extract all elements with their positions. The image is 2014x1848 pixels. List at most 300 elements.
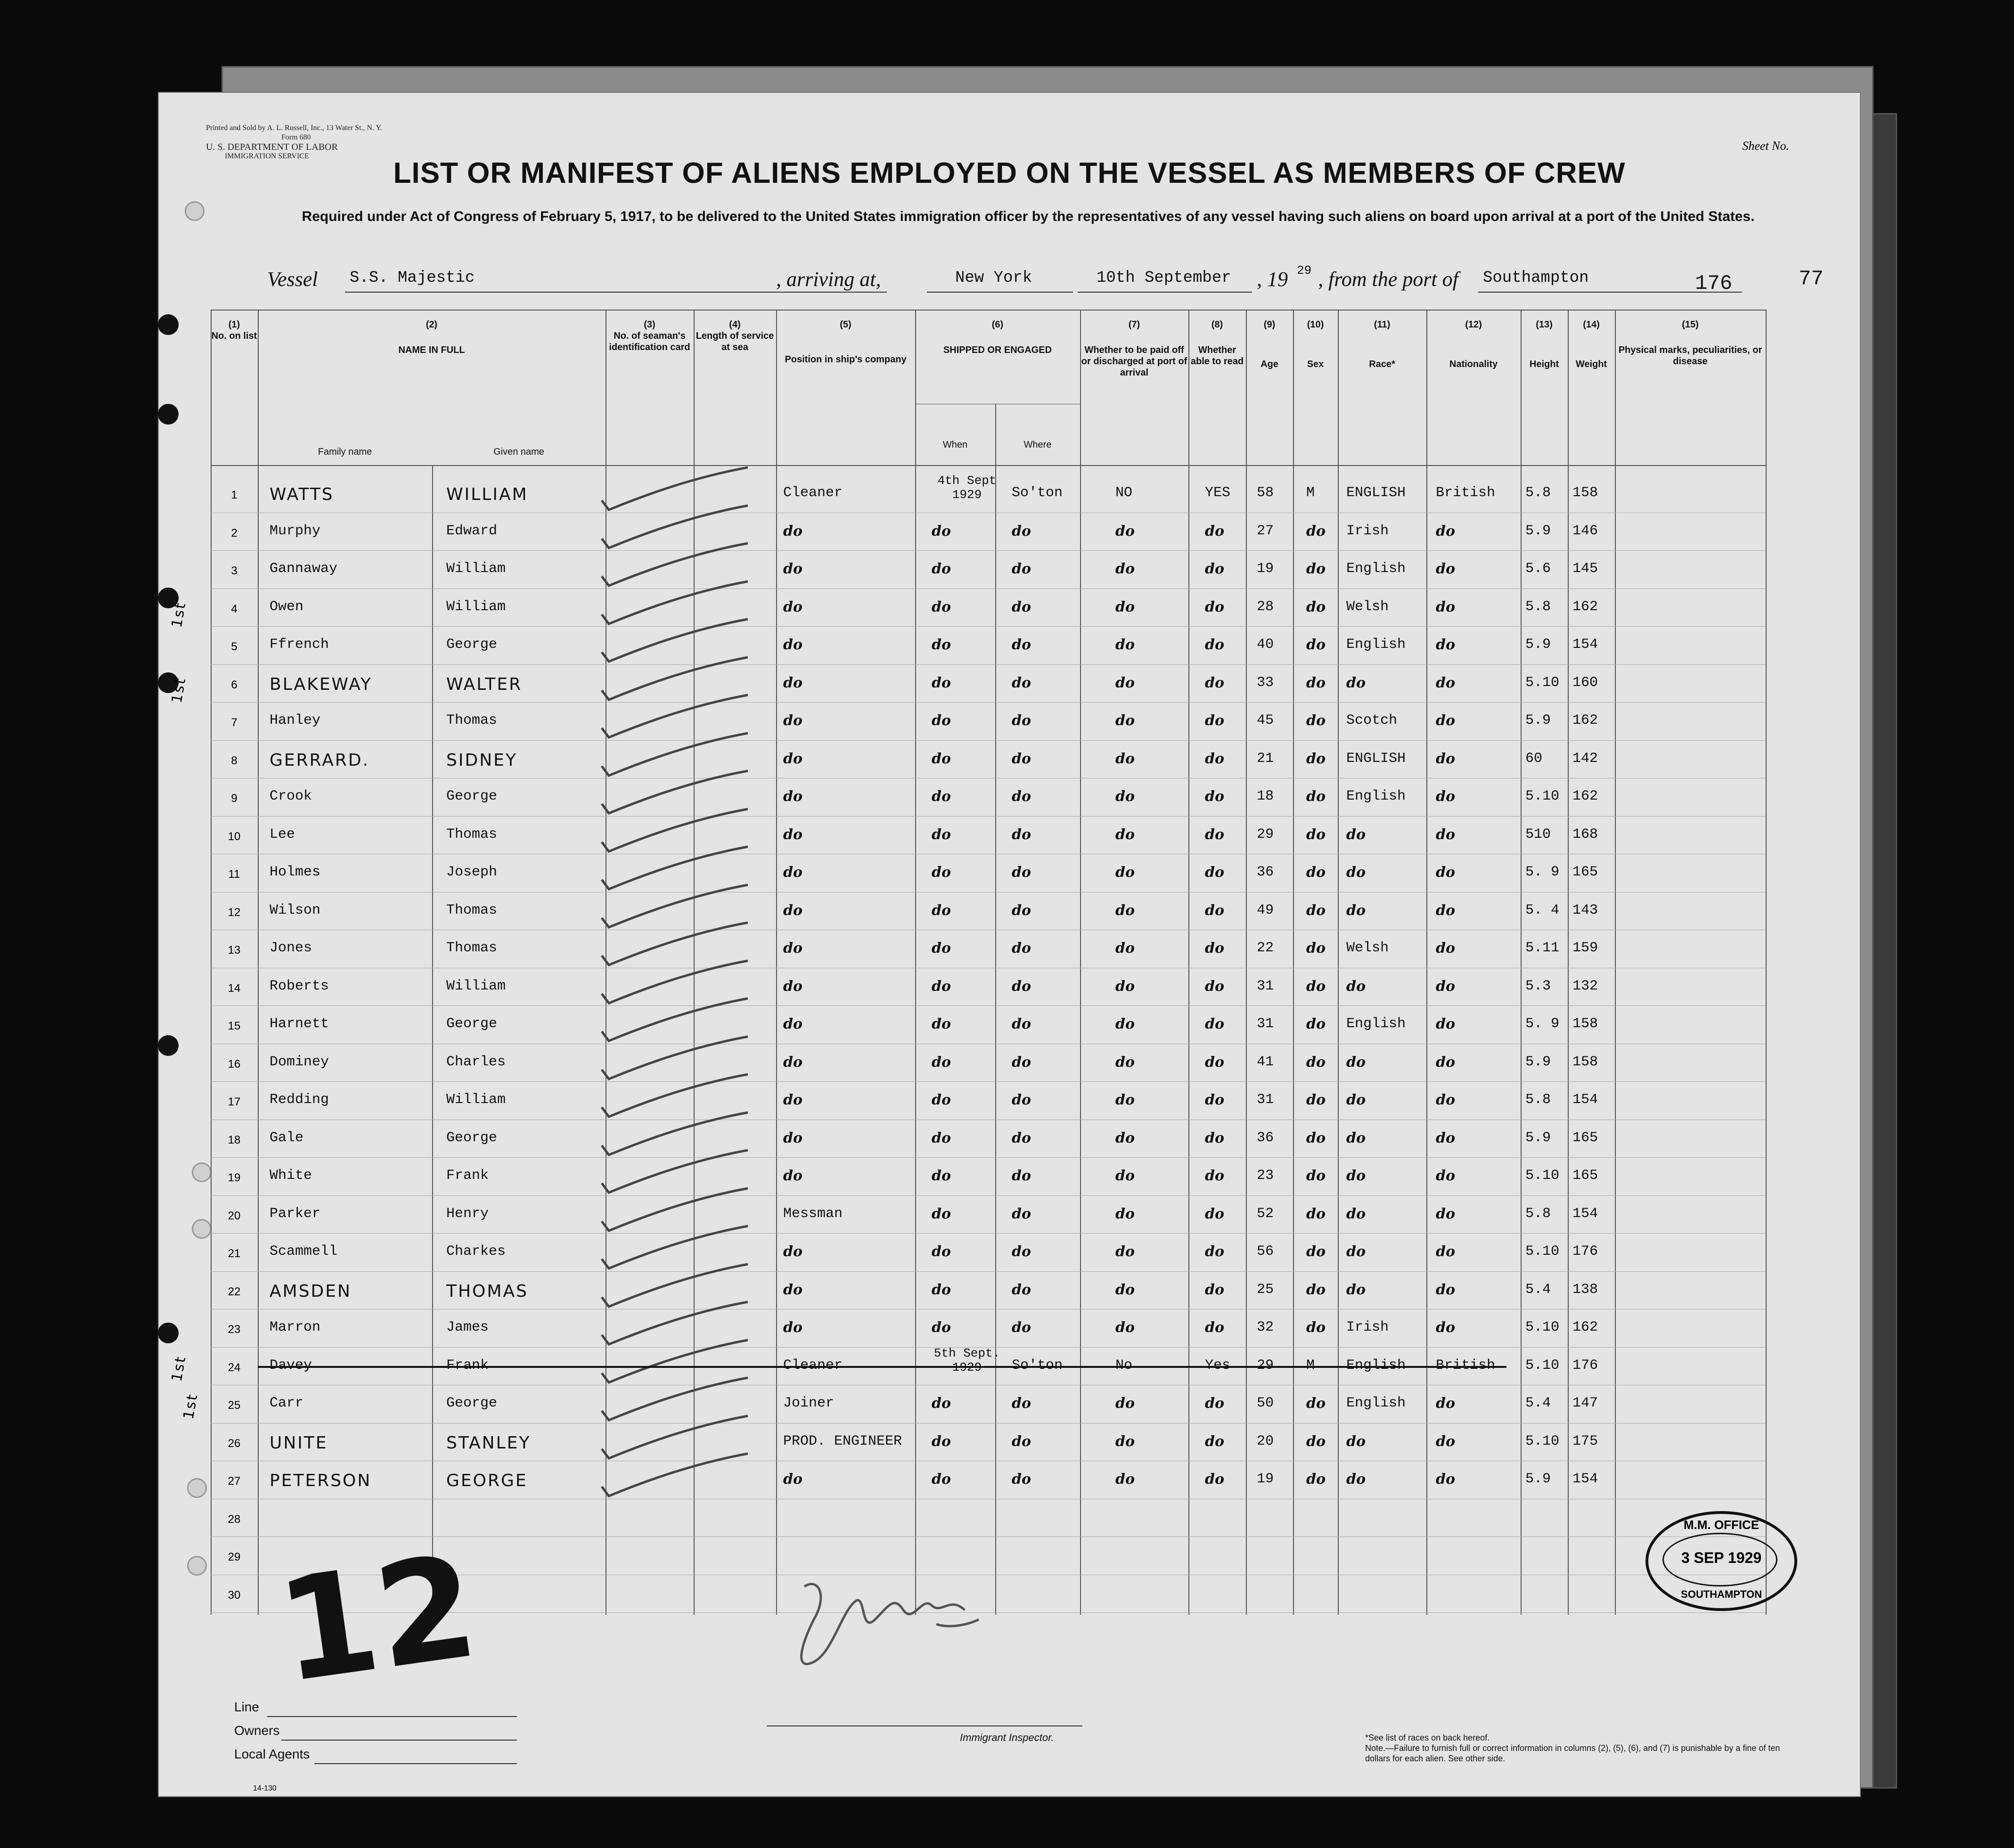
cell-age: 18 [1257, 788, 1274, 804]
cell-position: Messman [783, 1205, 843, 1222]
cell-weight: 147 [1572, 1395, 1598, 1411]
cell-read: YES [1205, 485, 1231, 501]
cell-when: do [932, 1433, 951, 1450]
cell-race: do [1346, 1129, 1366, 1146]
cell-position: do [783, 1168, 802, 1184]
cell-height: 5.9 [1525, 637, 1551, 653]
document-subtitle: Required under Act of Congress of February 5, 1917, to be delivered to the United States immigration officer by the representatives of any vessel having such aliens on board upon arrival at a port of the United States. [302, 209, 1755, 224]
cell-paid: do [1115, 561, 1135, 577]
col-4-header: (4) Length of service at sea [696, 319, 774, 352]
page-number: 176 [1695, 272, 1733, 295]
cell-height: 5.9 [1525, 1054, 1551, 1070]
cell-read: do [1205, 523, 1224, 540]
cell-sex: do [1306, 1168, 1326, 1184]
cell-age: 28 [1257, 598, 1274, 615]
from-label: , from the port of [1318, 268, 1458, 291]
row-number: 7 [231, 716, 237, 729]
cell-family: Owen [270, 598, 304, 615]
cell-height: 5.8 [1525, 1205, 1551, 1222]
cell-read: do [1205, 1129, 1224, 1146]
cell-given: Joseph [446, 864, 498, 880]
cell-sex: do [1306, 978, 1326, 995]
cell-read: do [1205, 788, 1224, 805]
cell-race: do [1346, 826, 1366, 843]
cell-race: English [1346, 1016, 1406, 1032]
cell-given: Charles [446, 1054, 506, 1070]
cell-weight: 159 [1572, 940, 1598, 956]
cell-weight: 168 [1572, 826, 1598, 842]
cell-sex: do [1306, 788, 1326, 805]
cell-age: 41 [1257, 1054, 1274, 1070]
cell-when: do [932, 826, 951, 843]
cell-position: do [783, 1281, 802, 1298]
cell-age: 56 [1257, 1243, 1274, 1259]
cell-family: Scammell [270, 1243, 338, 1259]
cell-race: do [1346, 1205, 1366, 1222]
cell-where: do [1012, 1054, 1031, 1071]
cell-weight: 145 [1572, 561, 1598, 577]
cell-race: do [1346, 1433, 1366, 1450]
cell-position: do [783, 523, 802, 540]
cell-paid: do [1115, 1205, 1135, 1222]
cell-read: do [1205, 864, 1224, 881]
cell-nationality: do [1436, 523, 1455, 540]
cell-height: 60 [1525, 750, 1543, 767]
cell-sex: do [1306, 1129, 1326, 1146]
cell-when: do [932, 637, 951, 653]
cell-sex: do [1306, 1433, 1326, 1450]
cell-sex: M [1306, 485, 1315, 501]
cell-height: 510 [1525, 826, 1551, 842]
cell-given: GEORGE [446, 1471, 528, 1490]
cell-race: do [1346, 1471, 1366, 1488]
family-name-header: Family name [318, 447, 372, 457]
cell-height: 5.9 [1525, 712, 1551, 728]
where-header: Where [1023, 440, 1052, 450]
cell-nationality: do [1436, 1243, 1455, 1260]
cell-family: Hanley [270, 712, 321, 728]
cell-age: 45 [1257, 712, 1274, 728]
cell-height: 5.9 [1525, 1129, 1551, 1146]
cell-sex: do [1306, 1395, 1326, 1412]
col-6-header: (6) SHIPPED OR ENGAGED [943, 319, 1052, 355]
cell-paid: do [1115, 826, 1135, 843]
check-mark [592, 1451, 753, 1503]
cell-age: 31 [1257, 1092, 1274, 1108]
cell-when: do [932, 1092, 951, 1108]
cell-weight: 160 [1572, 674, 1598, 691]
cell-when: do [932, 1054, 951, 1071]
cell-read: do [1205, 902, 1224, 919]
from-port: Southampton [1483, 269, 1589, 287]
row-number: 1 [231, 489, 237, 501]
cell-weight: 162 [1572, 1319, 1598, 1335]
cell-sex: do [1306, 902, 1326, 919]
col-5-header: (5) Position in ship's company [785, 319, 907, 365]
cell-read: do [1205, 1433, 1224, 1450]
cell-nationality: do [1436, 637, 1455, 653]
cell-sex: do [1306, 1054, 1326, 1071]
cell-paid: do [1115, 1243, 1135, 1260]
col-14-header: (14) Weight [1575, 319, 1607, 369]
cell-height: 5.9 [1525, 1471, 1551, 1487]
cell-position: do [783, 561, 802, 577]
cell-when: do [932, 1243, 951, 1260]
cell-weight: 158 [1572, 485, 1598, 501]
cell-position: do [783, 978, 802, 995]
arrival-date: 10th September [1097, 269, 1231, 287]
cell-family: AMSDEN [270, 1281, 352, 1301]
row-number: 30 [228, 1588, 241, 1602]
cell-race: do [1346, 1243, 1366, 1260]
row-number: 5 [231, 640, 237, 653]
cell-paid: do [1115, 598, 1135, 615]
cell-paid: do [1115, 1168, 1135, 1184]
cell-paid: do [1115, 1433, 1135, 1450]
cell-race: Irish [1346, 523, 1389, 539]
cell-age: 31 [1257, 1016, 1274, 1032]
cell-race: English [1346, 637, 1406, 653]
cell-read: do [1205, 712, 1224, 729]
cell-paid: do [1115, 864, 1135, 881]
owners-label: Owners [234, 1723, 280, 1738]
document-title: LIST OR MANIFEST OF ALIENS EMPLOYED ON THE VESSEL AS MEMBERS OF CREW [393, 157, 1626, 189]
cell-given: Thomas [446, 712, 498, 728]
cell-height: 5.4 [1525, 1281, 1551, 1298]
cell-where: do [1012, 598, 1031, 615]
cell-read: do [1205, 1016, 1224, 1032]
cell-where: do [1012, 864, 1031, 881]
cell-height: 5.4 [1525, 1395, 1551, 1411]
cell-where: do [1012, 1471, 1031, 1488]
cell-family: Gannaway [270, 561, 338, 577]
cell-height: 5.9 [1525, 523, 1551, 539]
cell-family: Parker [270, 1205, 321, 1222]
cell-given: George [446, 1129, 498, 1146]
cell-race: English [1346, 1395, 1406, 1411]
cell-when: do [932, 523, 951, 540]
cell-where: do [1012, 826, 1031, 843]
col-10-header: (10) Sex [1307, 319, 1324, 369]
given-name-header: Given name [493, 447, 544, 457]
cell-paid: do [1115, 1319, 1135, 1336]
cell-family: White [270, 1168, 312, 1184]
cell-sex: do [1306, 712, 1326, 729]
printer-line: Form 680 [281, 133, 311, 141]
cell-nationality: do [1436, 1281, 1455, 1298]
cell-nationality: do [1436, 1395, 1455, 1412]
cell-age: 25 [1257, 1281, 1274, 1298]
cell-position: do [783, 1016, 802, 1032]
cell-when: 4th Sept 1929 [937, 474, 997, 502]
cell-where: do [1012, 1395, 1031, 1412]
row-number: 17 [228, 1096, 241, 1108]
cell-race: do [1346, 902, 1366, 919]
punch-hole [192, 1162, 212, 1182]
cell-height: 5.10 [1525, 1433, 1560, 1449]
cell-when: do [932, 1319, 951, 1336]
cell-when: do [932, 561, 951, 577]
cell-paid: do [1115, 1395, 1135, 1412]
cell-paid: do [1115, 1471, 1135, 1488]
row-number: 9 [231, 792, 237, 805]
cell-nationality: do [1436, 712, 1455, 729]
cell-where: do [1012, 674, 1031, 691]
cell-where: do [1012, 1205, 1031, 1222]
cell-paid: do [1115, 523, 1135, 540]
col-7-header: (7) Whether to be paid off or discharged at port of arrival [1081, 319, 1187, 378]
row-number: 11 [228, 868, 240, 881]
row-number: 2 [231, 526, 237, 540]
cell-position: do [783, 637, 802, 653]
cell-where: do [1012, 978, 1031, 995]
cell-race: English [1346, 561, 1406, 577]
cell-when: do [932, 1016, 951, 1032]
cell-given: William [446, 598, 506, 615]
footnotes [1365, 1733, 1789, 1764]
printer-line: IMMIGRATION SERVICE [225, 152, 309, 160]
cell-race: Welsh [1346, 598, 1389, 615]
cell-family: Ffrench [270, 637, 329, 653]
cell-paid: do [1115, 788, 1135, 805]
cell-read: do [1205, 1395, 1224, 1412]
cell-paid: do [1115, 940, 1135, 957]
cell-age: 20 [1257, 1433, 1274, 1449]
cell-height: 5. 4 [1525, 902, 1560, 918]
cell-paid: No [1115, 1357, 1133, 1374]
cell-where: So'ton [1012, 485, 1063, 501]
cell-height: 5.8 [1525, 1092, 1551, 1108]
cell-read: do [1205, 978, 1224, 995]
row-number: 18 [228, 1133, 241, 1146]
cell-given: William [446, 561, 506, 577]
col-1-header: (1) No. on list [211, 319, 257, 341]
cell-sex: do [1306, 637, 1326, 653]
vessel-name: S.S. Majestic [350, 269, 475, 287]
cell-weight: 165 [1572, 1129, 1598, 1146]
cell-sex: do [1306, 598, 1326, 615]
cell-weight: 162 [1572, 598, 1598, 615]
manifest-sheet [158, 92, 1861, 1797]
cell-race: Scotch [1346, 712, 1398, 728]
cell-read: do [1205, 1054, 1224, 1071]
cell-weight: 154 [1572, 1092, 1598, 1108]
stamp-bottom-text: SOUTHAMPTON [1681, 1588, 1762, 1600]
race-note: *See list of races on back hereof. [1365, 1733, 1490, 1742]
row-number: 22 [228, 1285, 241, 1298]
cell-position: do [783, 1054, 802, 1071]
cell-position: Cleaner [783, 1357, 843, 1374]
local-agents-label: Local Agents [234, 1747, 310, 1761]
cell-height: 5.8 [1525, 485, 1551, 501]
line-label: Line [234, 1700, 259, 1714]
cell-where: do [1012, 902, 1031, 919]
cell-weight: 158 [1572, 1054, 1598, 1070]
cell-read: do [1205, 1092, 1224, 1108]
cell-family: Gale [270, 1129, 304, 1146]
cell-where: do [1012, 940, 1031, 957]
cell-sex: do [1306, 1243, 1326, 1260]
cell-weight: 154 [1572, 1471, 1598, 1487]
row-number: 14 [228, 981, 241, 995]
punch-hole [158, 404, 179, 425]
row-number: 10 [228, 830, 241, 843]
row-number: 12 [228, 906, 241, 919]
printer-info [206, 123, 382, 161]
cell-height: 5.10 [1525, 1243, 1560, 1259]
cell-nationality: do [1436, 1129, 1455, 1146]
cell-position: do [783, 1243, 802, 1260]
cell-position: do [783, 1129, 802, 1146]
cell-nationality: British [1436, 1357, 1496, 1374]
cell-given: SIDNEY [446, 750, 517, 770]
cell-sex: do [1306, 1016, 1326, 1032]
cell-weight: 176 [1572, 1243, 1598, 1259]
form-code: 14-130 [253, 1784, 277, 1792]
cell-height: 5.10 [1525, 674, 1560, 691]
cell-family: BLAKEWAY [270, 674, 373, 694]
cell-given: Frank [446, 1168, 489, 1184]
cell-paid: do [1115, 1092, 1135, 1108]
cell-paid: do [1115, 1129, 1135, 1146]
cell-nationality: do [1436, 1433, 1455, 1450]
cell-position: do [783, 712, 802, 729]
cell-given: Henry [446, 1205, 489, 1222]
cell-family: UNITE [270, 1433, 328, 1453]
cell-sex: do [1306, 523, 1326, 540]
cell-paid: do [1115, 978, 1135, 995]
cell-given: WALTER [446, 674, 523, 694]
cell-given: George [446, 1016, 498, 1032]
crew-table [211, 310, 1766, 1615]
col-12-header: (12) Nationality [1449, 319, 1498, 369]
cell-given: Thomas [446, 902, 498, 918]
punch-hole [158, 314, 179, 335]
arriving-label: , arriving at, [776, 268, 881, 291]
cell-read: do [1205, 750, 1224, 767]
cell-age: 23 [1257, 1168, 1274, 1184]
row-number: 24 [228, 1361, 241, 1374]
cell-read: do [1205, 637, 1224, 653]
cell-family: Davey [270, 1357, 312, 1374]
cell-family: Jones [270, 940, 312, 956]
cell-weight: 143 [1572, 902, 1598, 918]
cell-given: George [446, 788, 498, 804]
punch-hole [158, 1035, 179, 1056]
cell-paid: do [1115, 1281, 1135, 1298]
cell-height: 5.8 [1525, 598, 1551, 615]
cell-nationality: do [1436, 902, 1455, 919]
punch-hole [192, 1219, 212, 1239]
cell-given: Frank [446, 1357, 489, 1374]
cell-when: do [932, 902, 951, 919]
cell-when: do [932, 978, 951, 995]
printer-line: U. S. DEPARTMENT OF LABOR [206, 142, 338, 152]
cell-where: So'ton [1012, 1357, 1063, 1374]
cell-given: Thomas [446, 826, 498, 842]
cell-where: do [1012, 637, 1031, 653]
office-stamp [1646, 1511, 1797, 1611]
cell-where: do [1012, 1433, 1031, 1450]
cell-when: do [932, 1168, 951, 1184]
cell-nationality: do [1436, 978, 1455, 995]
cell-when: do [932, 674, 951, 691]
cell-nationality: do [1436, 1168, 1455, 1184]
cell-age: 31 [1257, 978, 1274, 994]
row-number: 25 [228, 1399, 241, 1412]
cell-age: 27 [1257, 523, 1274, 539]
cell-given: George [446, 637, 498, 653]
cell-sex: do [1306, 1092, 1326, 1108]
cell-nationality: do [1436, 1016, 1455, 1032]
col-8-header: (8) Whether able to read [1190, 319, 1244, 367]
cell-nationality: do [1436, 1092, 1455, 1108]
cell-sex: do [1306, 864, 1326, 881]
cell-age: 33 [1257, 674, 1274, 691]
col-2-header: (2) NAME IN FULL [398, 319, 465, 355]
row-number: 13 [228, 944, 241, 957]
cell-nationality: do [1436, 940, 1455, 957]
arriving-port: New York [955, 269, 1032, 287]
cell-age: 49 [1257, 902, 1274, 918]
cell-age: 36 [1257, 864, 1274, 880]
cell-given: George [446, 1395, 498, 1411]
cell-weight: 142 [1572, 750, 1598, 767]
cell-paid: do [1115, 1054, 1135, 1071]
cell-read: do [1205, 1243, 1224, 1260]
row-number: 21 [228, 1247, 241, 1260]
cell-given: THOMAS [446, 1281, 528, 1301]
inspector-label: Immigrant Inspector. [960, 1732, 1054, 1743]
cell-nationality: do [1436, 1054, 1455, 1071]
row-number: 28 [228, 1513, 241, 1526]
cell-sex: do [1306, 826, 1326, 843]
cell-age: 50 [1257, 1395, 1274, 1411]
cell-when: do [932, 788, 951, 805]
cell-age: 40 [1257, 637, 1274, 653]
cell-sex: M [1306, 1357, 1315, 1374]
cell-position: do [783, 788, 802, 805]
when-header: When [942, 440, 968, 450]
cell-family: GERRARD. [270, 750, 370, 770]
cell-race: do [1346, 1092, 1366, 1108]
cell-position: do [783, 902, 802, 919]
cell-age: 22 [1257, 940, 1274, 956]
cell-sex: do [1306, 674, 1326, 691]
cell-height: 5. 9 [1525, 1016, 1560, 1032]
cell-given: Edward [446, 523, 498, 539]
cell-race: do [1346, 674, 1366, 691]
cell-read: do [1205, 598, 1224, 615]
shipped-divider [995, 404, 996, 1615]
cell-position: PROD. ENGINEER [783, 1433, 902, 1449]
cell-when: do [932, 1395, 951, 1412]
col-3-header: (3) No. of seaman's identification card [609, 319, 690, 352]
col-9-header: (9) Age [1261, 319, 1278, 369]
margin-note: 1st [168, 600, 189, 629]
cell-sex: do [1306, 940, 1326, 957]
cell-where: do [1012, 1168, 1031, 1184]
cell-family: Roberts [270, 978, 329, 994]
cell-sex: do [1306, 1471, 1326, 1488]
cell-weight: 162 [1572, 788, 1598, 804]
cell-weight: 165 [1572, 1168, 1598, 1184]
cell-weight: 175 [1572, 1433, 1598, 1449]
cell-read: do [1205, 1471, 1224, 1488]
cell-paid: do [1115, 902, 1135, 919]
cell-where: do [1012, 523, 1031, 540]
cell-weight: 132 [1572, 978, 1598, 994]
